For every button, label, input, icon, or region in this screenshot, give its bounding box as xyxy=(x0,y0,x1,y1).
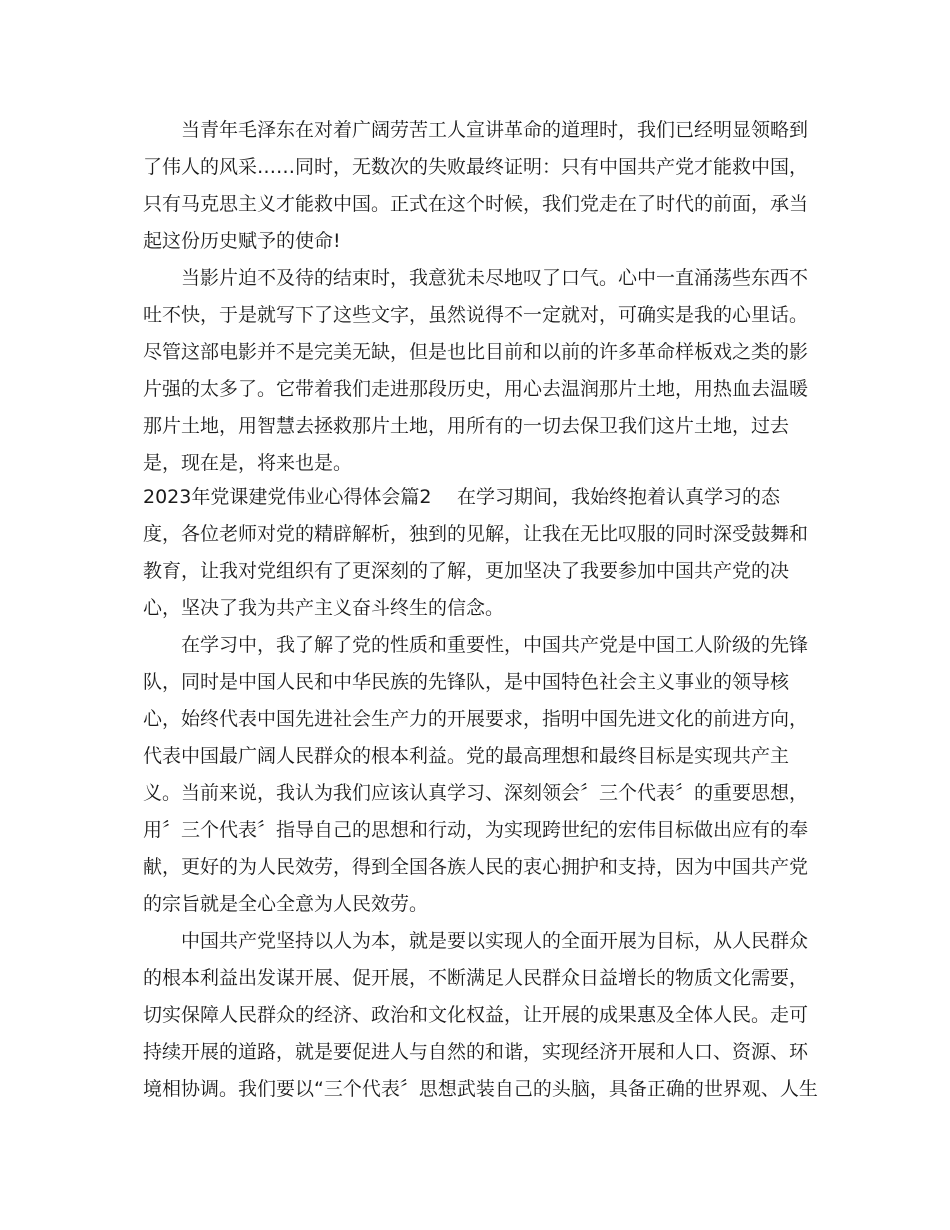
paragraph-line: 义。当前来说，我认为我们应该认真学习、深刻领会〞三个代表〞的重要思想， xyxy=(143,782,809,804)
paragraph-line: 中国共产党坚持以人为本，就是要以实现人的全面开展为目标，从人民群众 xyxy=(181,930,809,952)
paragraph-line: 吐不快，于是就写下了这些文字，虽然说得不一定就对，可确实是我的心里话。 xyxy=(143,304,809,326)
paragraph-line: 的根本利益出发谋开展、促开展，不断满足人民群众日益增长的物质文化需要， xyxy=(143,967,809,989)
paragraph-line: 在学习期间，我始终抱着认真学习的态 xyxy=(457,486,781,508)
section-heading: 2023年党课建党伟业心得体会篇2 xyxy=(143,486,432,508)
paragraph-line: 起这份历史赋予的使命! xyxy=(143,230,341,252)
paragraph-line: 只有马克思主义才能救中国。正式在这个时候，我们党走在了时代的前面，承当 xyxy=(143,193,809,215)
paragraph-line: 队，同时是中国人民和中华民族的先锋队，是中国特色社会主义事业的领导核 xyxy=(143,671,790,693)
paragraph-line: 在学习中，我了解了党的性质和重要性，中国共产党是中国工人阶级的先锋 xyxy=(181,634,809,656)
paragraph-line: 境相协调。我们要以“三个代表〞思想武装自己的头脑，具备正确的世界观、人生 xyxy=(143,1078,818,1100)
paragraph-line: 当青年毛泽东在对着广阔劳苦工人宣讲革命的道理时，我们已经明显领略到 xyxy=(181,119,809,141)
paragraph-line: 心，坚决了我为共产主义奋斗终生的信念。 xyxy=(143,597,505,619)
section-heading-line xyxy=(143,479,780,515)
paragraph-line: 片强的太多了。它带着我们走进那段历史，用心去温润那片土地，用热血去温暖 xyxy=(143,378,809,400)
paragraph-line: 献，更好的为人民效劳，得到全国各族人民的衷心拥护和支持，因为中国共产党 xyxy=(143,856,809,878)
paragraph-line: 当影片迫不及待的结束时，我意犹未尽地叹了口气。心中一直涌荡些东西不 xyxy=(181,267,809,289)
paragraph-line: 度，各位老师对党的精辟解析，独到的见解，让我在无比叹服的同时深受鼓舞和 xyxy=(143,523,809,545)
paragraph-line: 那片土地，用智慧去拯救那片土地，用所有的一切去保卫我们这片土地，过去 xyxy=(143,415,790,437)
paragraph-line: 的宗旨就是全心全意为人民效劳。 xyxy=(143,893,429,915)
paragraph-line: 持续开展的道路，就是要促进人与自然的和谐，实现经济开展和人口、资源、环 xyxy=(143,1041,809,1063)
paragraph-line: 切实保障人民群众的经济、政治和文化权益，让开展的成果惠及全体人民。走可 xyxy=(143,1004,809,1026)
paragraph-line: 用〞三个代表〞指导自己的思想和行动，为实现跨世纪的宏伟目标做出应有的奉 xyxy=(143,819,809,841)
paragraph-line: 尽管这部电影并不是完美无缺，但是也比目前和以前的许多革命样板戏之类的影 xyxy=(143,341,809,363)
paragraph-line: 心，始终代表中国先进社会生产力的开展要求，指明中国先进文化的前进方向， xyxy=(143,708,809,730)
paragraph-line: 是，现在是，将来也是。 xyxy=(143,452,353,474)
paragraph-line: 教育，让我对党组织有了更深刻的了解，更加坚决了我要参加中国共产党的决 xyxy=(143,560,790,582)
paragraph-line: 了伟人的风采……同时，无数次的失败最终证明：只有中国共产党才能救中国， xyxy=(143,156,809,178)
paragraph-line: 代表中国最广阔人民群众的根本利益。党的最高理想和最终目标是实现共产主 xyxy=(143,745,790,767)
